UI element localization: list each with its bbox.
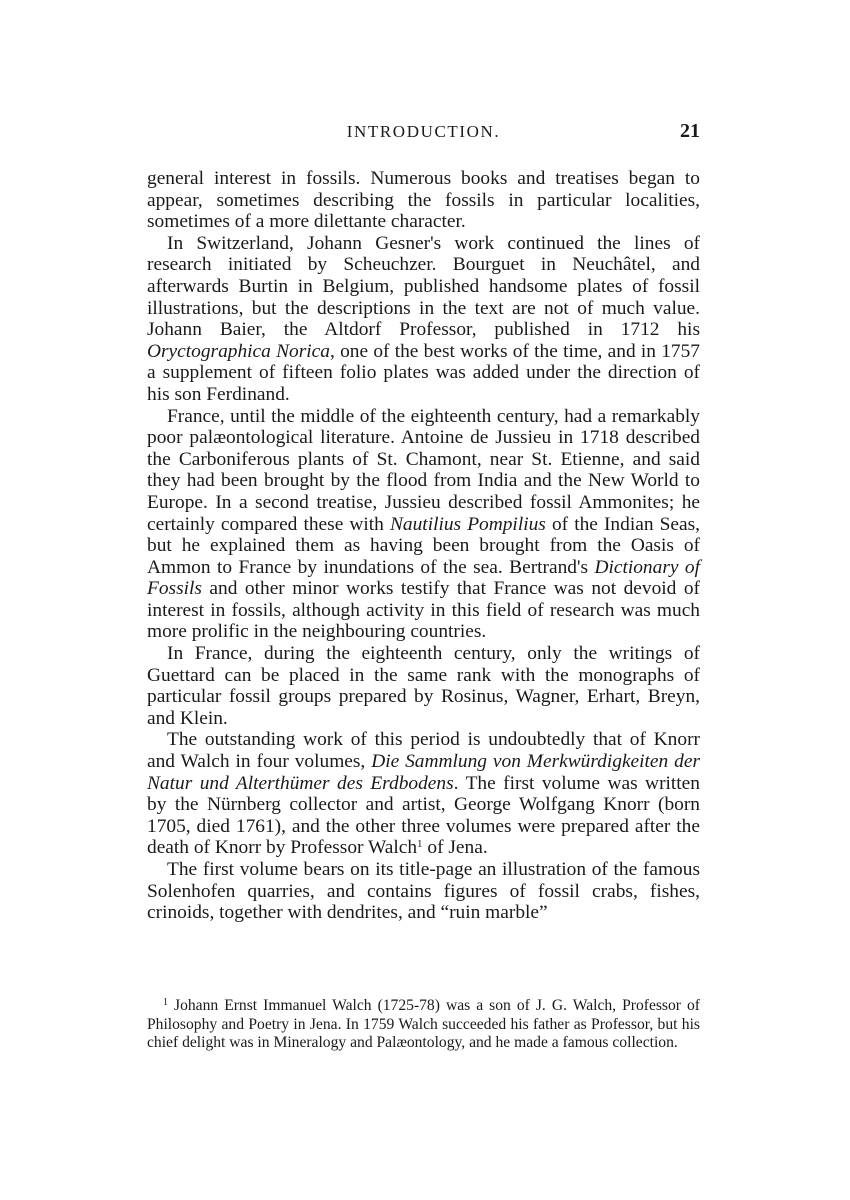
footnote-text: Johann Ernst Immanuel Walch (1725-78) was a son of J. G. Walch, Professor of Philosophy and Poetry in Jena. In 1759 Walch succeeded his father as Professor, but his chief delight was in Mineralogy and Palæontology, and he made a famous collection. bbox=[147, 997, 700, 1051]
italic-title: Dictionary of Fossils bbox=[147, 556, 700, 600]
running-title: INTRODUCTION. bbox=[346, 122, 501, 141]
paragraph bbox=[147, 643, 700, 729]
footnote-reference: 1 bbox=[417, 838, 423, 851]
footnote-mark: 1 bbox=[163, 997, 168, 1008]
paragraph bbox=[147, 729, 700, 859]
paragraph bbox=[147, 859, 700, 924]
italic-title: Die Sammlung von Merkwürdigkeiten der Natur und Alterthümer des Erdbodens bbox=[147, 751, 700, 794]
paragraph bbox=[147, 406, 700, 644]
paragraph bbox=[147, 233, 700, 406]
body-text bbox=[147, 168, 700, 924]
text-run: general interest in fossils. Numerous books and treatises began to appear, sometimes describing the fossils in particular localities, sometimes of a more dilettante character. bbox=[147, 168, 700, 233]
text-run: of Jena. bbox=[422, 837, 488, 859]
text-run: In France, during the eighteenth century, only the writings of Guettard can be placed in the same rank with the monographs of particular fossil groups prepared by Rosinus, Wagner, Erhart, Breyn, and Klein. bbox=[147, 643, 700, 729]
running-head bbox=[147, 122, 700, 148]
page-number: 21 bbox=[680, 120, 700, 142]
text-run: The first volume bears on its title-page an illustration of the famous Solenhofen quarries, and contains figures of fossil crabs, fishes, crinoids, together with dendrites, and “ruin marble” bbox=[147, 859, 700, 924]
text-run: and other minor works testify that France was not devoid of interest in fossils, although activity in this field of research was much more prolific in the neighbouring countries. bbox=[147, 578, 700, 643]
italic-title: Nautilius Pompilius bbox=[389, 513, 546, 535]
text-run: The outstanding work of this period is undoubtedly that of Knorr and Walch in four volumes, bbox=[147, 729, 700, 773]
italic-title: Oryctographica Norica bbox=[147, 340, 330, 362]
footnotes bbox=[147, 997, 700, 1053]
text-run: , one of the best works of the time, and in 1757 a supplement of fifteen folio plates was added under the direction of his son Ferdinand. bbox=[147, 340, 700, 405]
text-run: In Switzerland, Johann Gesner's work continued the lines of research initiated by Scheuchzer. Bourguet in Neuchâtel, and afterwards Burtin in Belgium, published handsome plates of fossil illustrations, but the descriptions in the text are not of much value. Johann Baier, the Altdorf Professor, published in 1712 his bbox=[147, 232, 700, 341]
paragraph bbox=[147, 168, 700, 233]
footnote bbox=[147, 997, 700, 1053]
text-run: France, until the middle of the eighteenth century, had a remarkably poor palæontological literature. Antoine de Jussieu in 1718 described the Carboniferous plants of St. Chamont, near St. Etienne, and said they had been brought by the flood from India and the New World to Europe. In a second treatise, Jussieu described fossil Ammonites; he certainly compared these with bbox=[147, 405, 700, 535]
text-run: of the Indian Seas, but he explained them as having been brought from the Oasis of Ammon to France by inundations of the sea. Bertrand's bbox=[147, 513, 700, 578]
text-run: . The first volume was written by the Nürnberg collector and artist, George Wolfgang Knorr (born 1705, died 1761), and the other three volumes were prepared after the death of Knorr by Professor Walch bbox=[147, 772, 700, 859]
